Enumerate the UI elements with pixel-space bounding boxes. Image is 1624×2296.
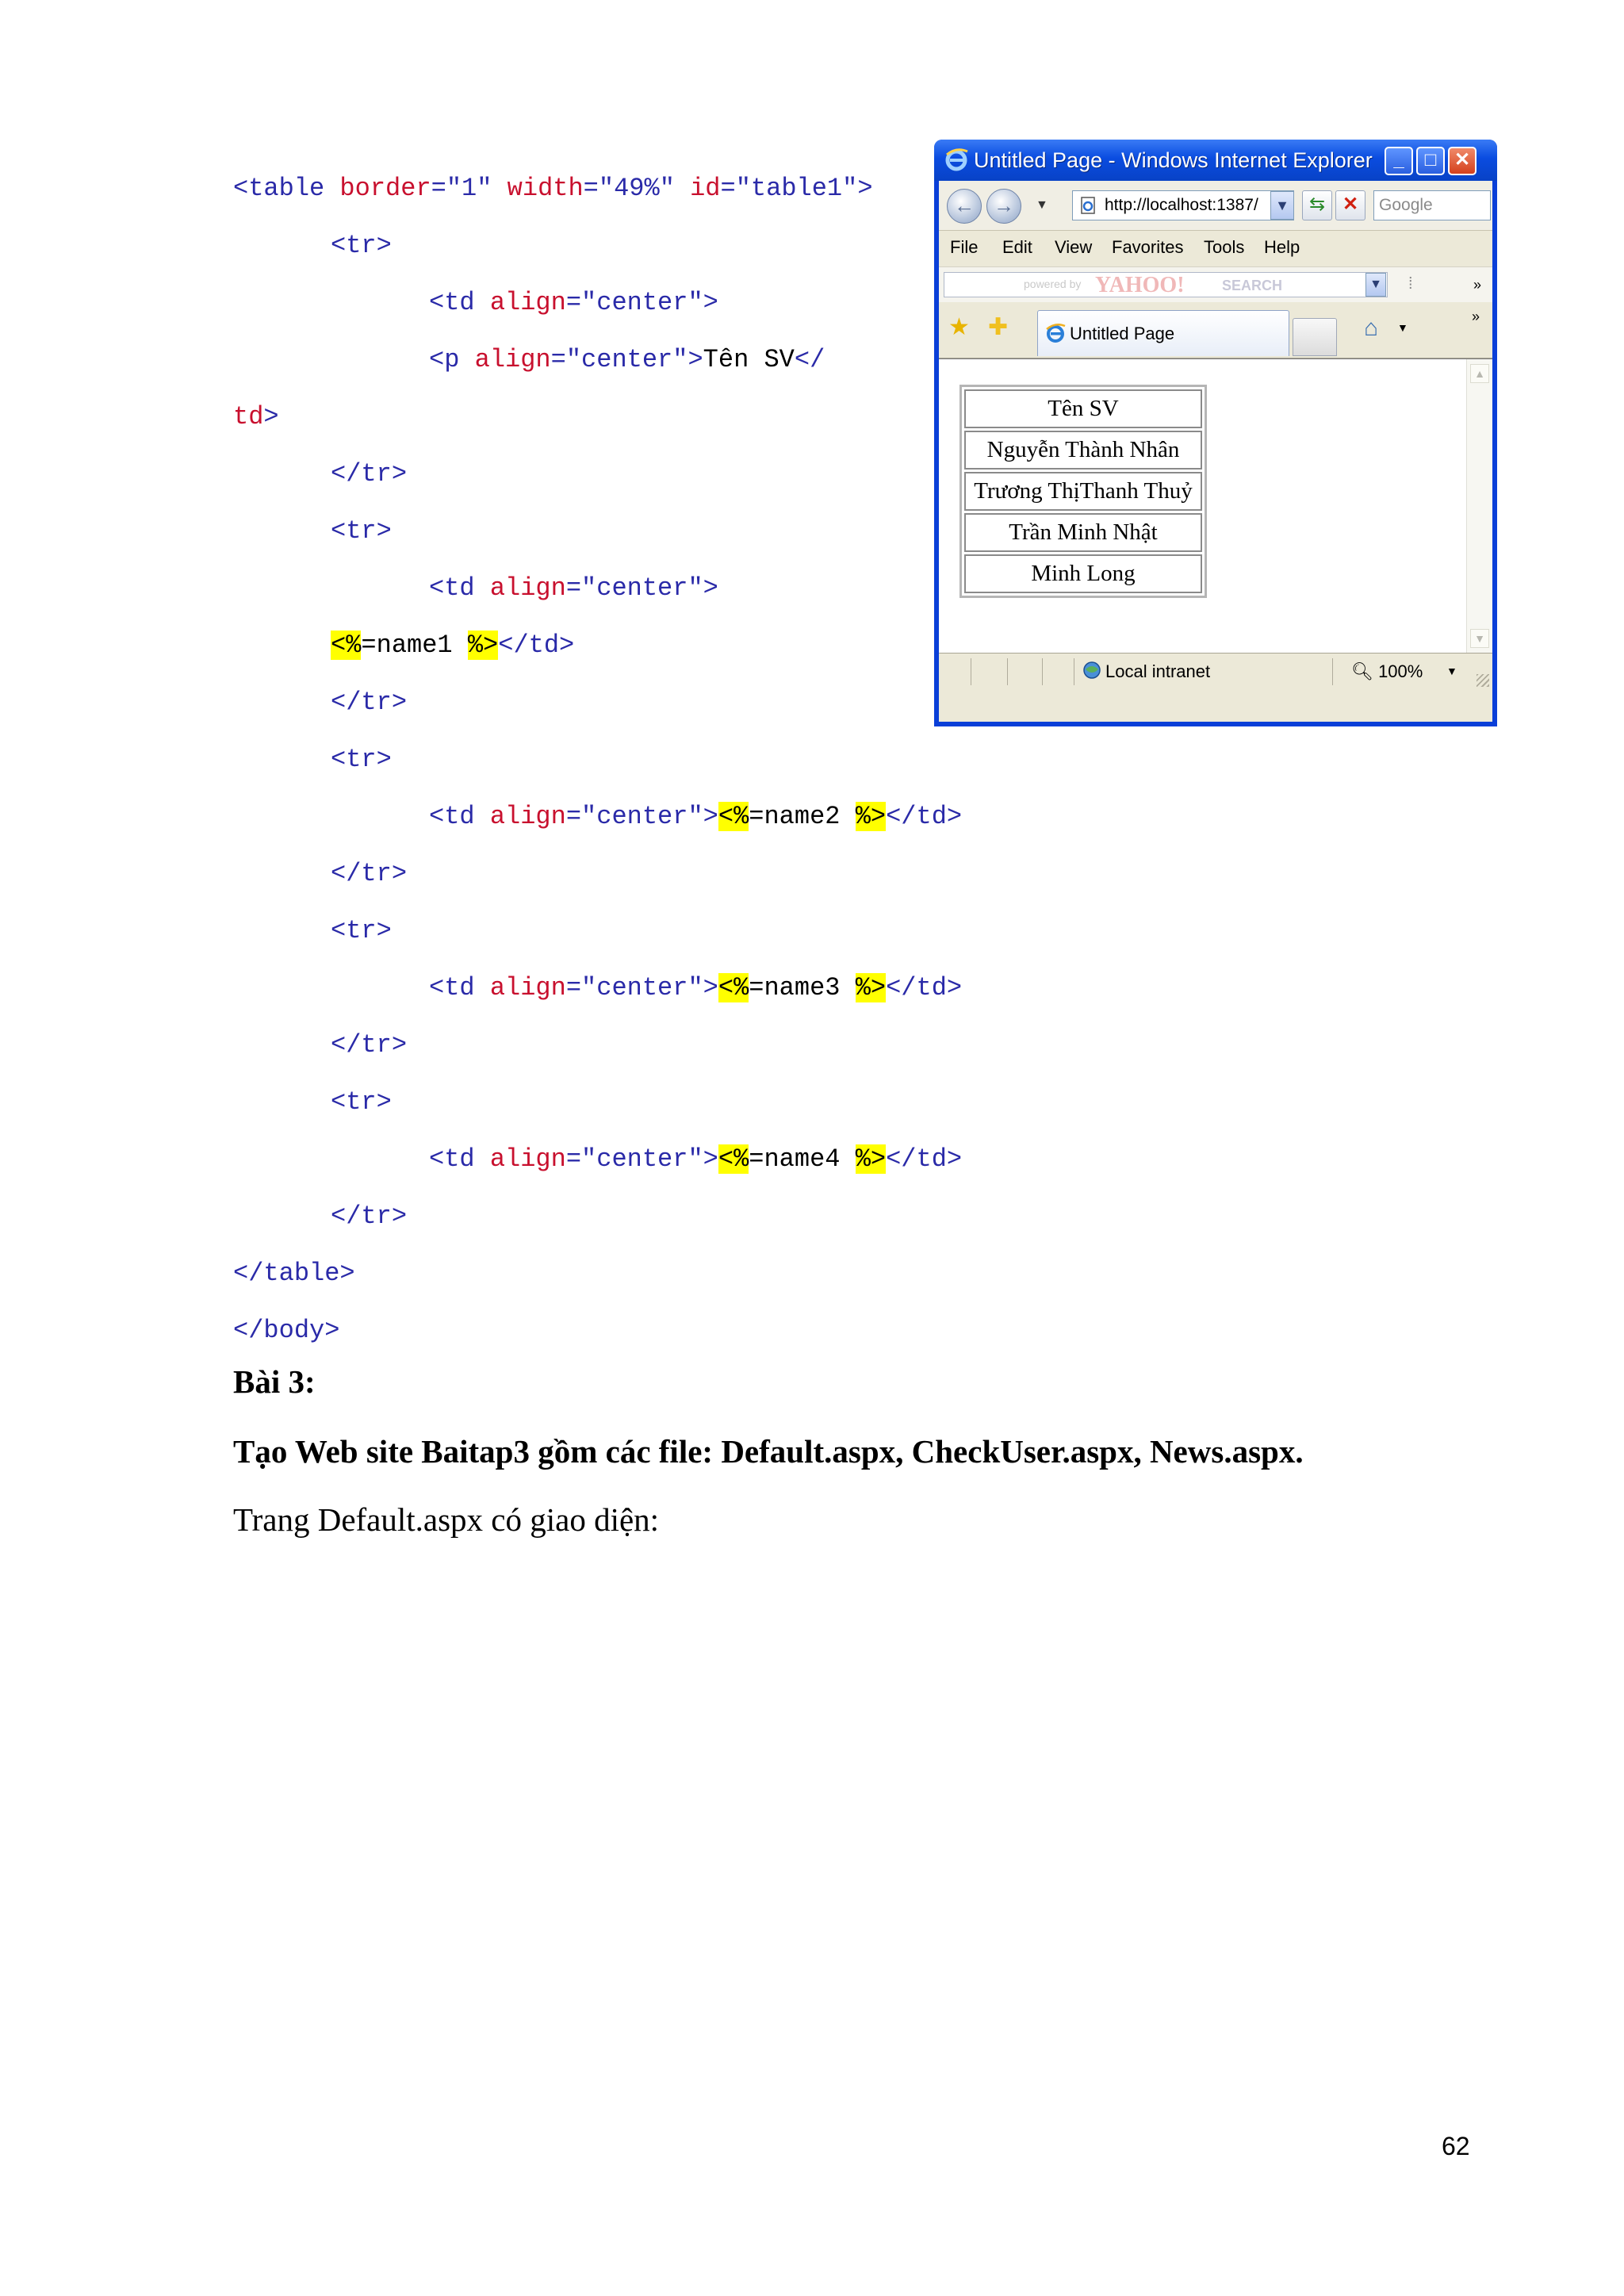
table-row [964,513,1202,552]
search-input[interactable]: Google [1373,190,1491,220]
scroll-up-icon[interactable]: ▲ [1470,364,1489,383]
zoom-dropdown-icon[interactable]: ▼ [1446,665,1457,677]
scroll-down-icon[interactable]: ▼ [1470,629,1489,648]
maximize-button[interactable]: □ [1416,147,1445,175]
code-token: </tr> [331,459,408,489]
new-tab-button[interactable] [1293,318,1337,356]
code-token: align [489,973,566,1002]
code-token: <td [429,1144,490,1174]
code-line [429,801,962,833]
code-line [331,1087,392,1118]
code-token: ="center"> [565,573,718,603]
exercise-heading: Bài 3: [233,1363,316,1400]
code-highlight: <% [718,973,749,1002]
code-token: border [339,174,431,203]
favorites-star-icon[interactable]: ★ [948,314,970,340]
code-token: </td> [886,1144,963,1174]
code-line [233,1258,355,1290]
table-row [964,389,1202,428]
code-token: align [489,1144,566,1174]
menu-view[interactable]: View [1055,237,1093,257]
code-line [429,573,718,604]
page-icon [1079,196,1098,215]
close-button[interactable]: ✕ [1448,147,1477,175]
back-button[interactable] [947,189,982,224]
refresh-button[interactable] [1302,190,1332,220]
code-token: </td> [886,973,963,1002]
history-dropdown-icon[interactable]: ▼ [1036,198,1048,212]
forward-arrow-icon: → [994,194,1014,217]
address-text: http://localhost:1387/ [1105,196,1258,214]
code-token: > [263,402,279,431]
code-token: </td> [498,631,575,660]
window-title: Untitled Page - Windows Internet Explorer [974,148,1373,172]
code-token: </tr> [331,859,408,888]
code-token: ="center"> [565,1144,718,1174]
stop-icon: ✕ [1342,194,1359,215]
code-line [331,1029,407,1061]
student-table [959,385,1207,598]
page-content [939,358,1492,653]
security-zone: Local intranet [1105,661,1211,681]
code-token: Tên SV [703,345,795,374]
command-overflow-icon[interactable]: » [1472,309,1480,324]
code-line [331,858,407,890]
table-cell: Trương ThịThanh Thuỷ [964,472,1202,511]
code-line [233,1315,339,1347]
code-token: ="center"> [565,288,718,317]
code-line [429,344,825,376]
code-highlight: %> [467,631,499,660]
code-token: <tr> [331,516,392,546]
code-token: td [233,402,264,431]
address-input[interactable] [1072,190,1294,220]
back-arrow-icon: ← [954,194,975,217]
menu-favorites[interactable]: Favorites [1112,237,1184,257]
code-token: ="1" [431,174,508,203]
code-token: ="center"> [550,345,703,374]
code-token: <table [233,174,340,203]
code-token: width [507,174,584,203]
code-token: ="49%" [583,174,691,203]
code-token: =name1 [361,631,468,660]
page-number: 62 [1442,2132,1470,2160]
status-divider [1007,658,1008,685]
code-token: align [489,802,566,831]
menu-bar [939,231,1492,266]
code-token: =name3 [749,973,856,1002]
address-toolbar [939,181,1492,231]
menu-tools[interactable]: Tools [1204,237,1245,257]
zoom-level[interactable] [1351,661,1423,682]
code-line [331,1201,407,1232]
table-cell: Trần Minh Nhật [964,513,1202,552]
code-highlight: <% [331,631,362,660]
code-token: </ [794,345,825,374]
ie-logo-icon [944,147,969,172]
powered-by-label: powered by [1024,278,1082,290]
code-token: </tr> [331,1202,408,1231]
minimize-button[interactable]: _ [1385,147,1413,175]
title-bar [934,140,1497,181]
ie-page-icon [1044,322,1067,344]
zoom-icon: 🔍︎ [1351,661,1373,681]
forward-button[interactable] [986,189,1021,224]
tab-label: Untitled Page [1070,324,1175,343]
table-row [964,431,1202,470]
toolbar-grip-icon: ⁞ [1408,275,1413,293]
code-token: <tr> [331,916,392,945]
table-row [964,472,1202,511]
table-row [964,554,1202,593]
yahoo-logo: YAHOO! [1095,273,1185,297]
refresh-icon: ⇆ [1308,194,1326,215]
menu-help[interactable]: Help [1264,237,1300,257]
code-highlight: %> [855,802,887,831]
code-line [331,516,392,547]
code-token: <tr> [331,231,392,260]
code-token: </table> [233,1259,355,1288]
address-dropdown-button[interactable]: ▼ [1270,191,1294,220]
exercise-intro: Trang Default.aspx có giao diện: [233,1501,660,1538]
code-token: </tr> [331,1030,408,1060]
yahoo-search-box[interactable] [944,272,1388,297]
code-token: =name2 [749,802,856,831]
resize-grip[interactable] [1477,674,1489,687]
code-highlight: <% [718,1144,749,1174]
code-token: <p [429,345,475,374]
tab-bar [939,302,1492,358]
code-token: <td [429,802,490,831]
globe-icon [1082,660,1102,682]
status-bar [939,653,1492,690]
yahoo-toolbar [939,266,1492,303]
browser-chrome [939,181,1492,722]
menu-edit[interactable]: Edit [1002,237,1032,257]
code-highlight: %> [855,1144,887,1174]
code-line [331,687,407,719]
code-token: <td [429,288,490,317]
home-icon[interactable]: ⌂ [1364,315,1379,341]
code-token: </td> [886,802,963,831]
code-line [331,630,574,661]
code-token: </body> [233,1316,340,1345]
stop-button[interactable] [1335,190,1365,220]
code-token: <td [429,573,490,603]
table-cell: Nguyễn Thành Nhân [964,431,1202,470]
code-token: id [690,174,721,203]
code-line [331,744,392,776]
code-token: <td [429,973,490,1002]
zoom-value: 100% [1378,661,1423,681]
yahoo-dropdown-button[interactable]: ▼ [1365,273,1386,297]
code-line [233,401,279,433]
code-token: align [489,573,566,603]
code-token: ="center"> [565,973,718,1002]
code-token: <tr> [331,1087,392,1117]
code-line [429,287,718,319]
code-highlight: %> [855,973,887,1002]
code-token: align [489,288,566,317]
code-line [429,972,962,1004]
ie-window [934,140,1497,726]
home-dropdown-icon[interactable]: ▼ [1397,321,1408,334]
code-token: align [474,345,551,374]
status-divider [1332,658,1333,685]
yahoo-search-label: SEARCH [1222,278,1283,293]
menu-file[interactable]: File [950,237,979,257]
code-token: ="center"> [565,802,718,831]
vertical-scrollbar[interactable] [1466,359,1492,653]
code-line [331,915,392,947]
code-highlight: <% [718,802,749,831]
toolbar-overflow-icon[interactable]: » [1473,277,1482,293]
code-token: =name4 [749,1144,856,1174]
exercise-task: Tạo Web site Baitap3 gồm các file: Default.aspx, CheckUser.aspx, News.aspx. [233,1433,1304,1470]
add-favorite-icon[interactable]: ✚ [988,314,1009,340]
table-cell: Tên SV [964,389,1202,428]
code-line [233,173,873,205]
tab-untitled-page[interactable] [1037,310,1289,356]
status-divider [1042,658,1043,685]
code-token: <tr> [331,745,392,774]
table-cell: Minh Long [964,554,1202,593]
code-token: ="table1"> [720,174,873,203]
code-line [331,458,407,490]
code-line [429,1144,962,1175]
code-token: </tr> [331,688,408,717]
code-line [331,230,392,262]
